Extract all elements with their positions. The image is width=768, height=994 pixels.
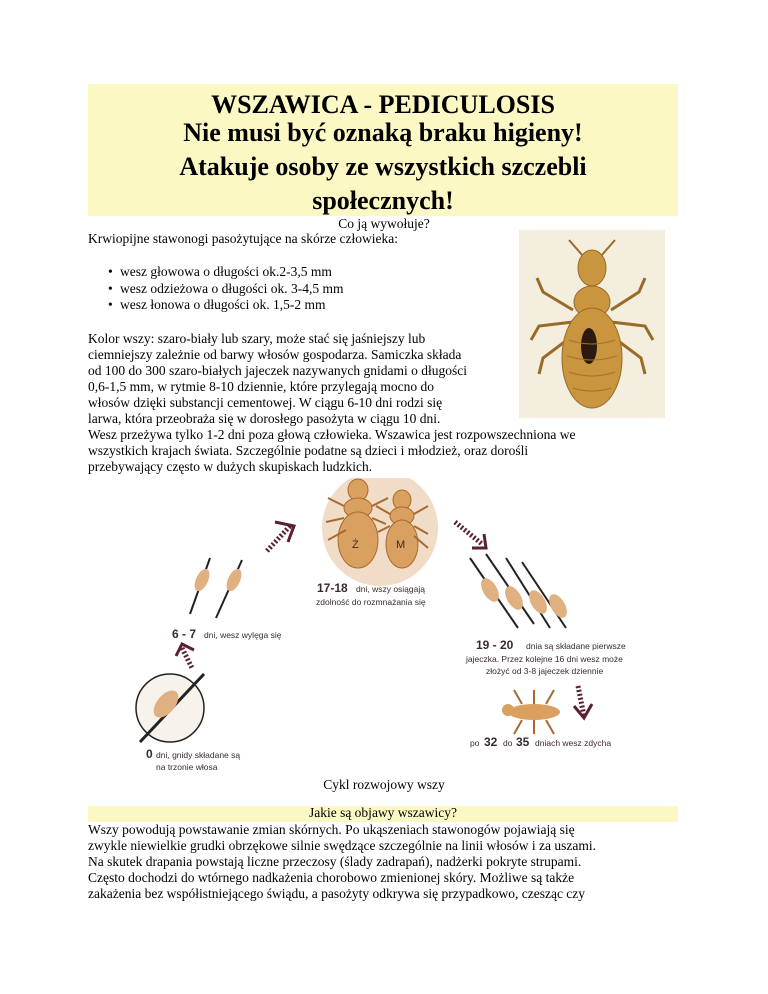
symptoms-line-1: Wszy powodują powstawanie zmian skórnych. Po ukąszeniach stawonogów pojawiają się bbox=[88, 822, 575, 837]
description-line-4: 0,6-1,5 mm, w rytmie 8-10 dziennie, które przylegają mocno do bbox=[88, 379, 435, 394]
stage-0-number: 0 bbox=[146, 747, 153, 761]
stage-32-num1: 32 bbox=[484, 735, 498, 749]
diagram-caption: Cykl rozwojowy wszy bbox=[323, 777, 445, 792]
description-line-6: larwa, która przeobraża się w dorosłego pasożyta w ciągu 10 dni. bbox=[88, 411, 441, 426]
description-line-8: wszystkich krajach świata. Szczególnie podatne są dzieci i młodzież, oraz dorośli bbox=[88, 443, 529, 458]
description-line-5: włosów dzięki substancji cementowej. W ciągu 6-10 dni rodzi się bbox=[88, 395, 443, 410]
description-line-9: przebywający często w dużych skupiskach ludzkich. bbox=[88, 459, 373, 474]
stage-6-number: 6 - 7 bbox=[172, 627, 197, 641]
list-item: • wesz łonowa o długości ok. 1,5-2 mm bbox=[88, 297, 343, 314]
description-line-3: od 100 do 300 szaro-białych jajeczek nazywanych gnidami o długości bbox=[88, 363, 468, 378]
subtitle-line-1: Nie musi być oznaką braku higieny! bbox=[183, 118, 583, 147]
description-line-1: Kolor wszy: szaro-biały lub szary, może stać się jaśniejszy lub bbox=[88, 331, 426, 346]
stage-0-text-1: dni, gnidy składane są bbox=[156, 750, 241, 760]
stage-17-text-1: dni, wszy osiągają bbox=[356, 584, 425, 594]
description-line-7: Wesz przeżywa tylko 1-2 dni poza głową człowieka. Wszawica jest rozpowszechniona we bbox=[88, 427, 576, 442]
section-heading-causes: Co ją wywołuje? bbox=[338, 216, 430, 231]
stage-19-number: 19 - 20 bbox=[476, 638, 514, 652]
stage-19-text-3: złożyć od 3-8 jajeczek dziennie bbox=[486, 666, 604, 676]
stage-17-number: 17-18 bbox=[317, 581, 348, 595]
hatching-nits-illustration bbox=[190, 558, 245, 618]
egg-laying-illustration bbox=[470, 554, 571, 628]
subtitle-line-3: społecznych! bbox=[312, 186, 454, 215]
female-label: Ż bbox=[352, 539, 359, 551]
nit-on-hair-illustration bbox=[136, 674, 204, 742]
main-title: WSZAWICA - PEDICULOSIS bbox=[211, 90, 555, 119]
head-louse-photo bbox=[519, 230, 665, 418]
list-item: • wesz głowowa o długości ok.2-3,5 mm bbox=[88, 264, 343, 281]
symptoms-line-3: Na skutek drapania powstają liczne przeczosy (ślady zadrapań), nadżerki pokryte strupami. bbox=[88, 854, 582, 869]
subtitle-line-2: Atakuje osoby ze wszystkich szczebli bbox=[179, 152, 587, 181]
dying-louse-illustration bbox=[502, 690, 560, 734]
stage-19-text-1: dnia są składane pierwsze bbox=[526, 641, 626, 651]
description-line-2: ciemniejszy zależnie od barwy włosów gospodarza. Samiczka składa bbox=[88, 347, 462, 362]
stage-32-num2: 35 bbox=[516, 735, 530, 749]
stage-6-text: dni, wesz wylęga się bbox=[204, 630, 282, 640]
louse-types-list bbox=[88, 264, 343, 314]
stage-32-text: dniach wesz zdycha bbox=[535, 738, 612, 748]
list-item: • wesz odzieżowa o długości ok. 3-4,5 mm bbox=[88, 281, 343, 298]
stage-0-text-2: na trzonie włosa bbox=[156, 762, 218, 772]
stage-32-pre: po bbox=[470, 738, 480, 748]
stage-19-text-2: jajeczka. Przez kolejne 16 dni wesz może bbox=[466, 654, 623, 664]
section-heading-symptoms: Jakie są objawy wszawicy? bbox=[308, 805, 458, 820]
adult-lice-illustration bbox=[322, 478, 438, 586]
symptoms-line-2: zwykle niewielkie grudki obrzękowe silnie swędzące szczególnie na linii włosów i za uszami. bbox=[88, 838, 596, 853]
symptoms-line-4: Często dochodzi do wtórnego nadkażenia chorobowo zmienionej skóry. Możliwe są także bbox=[88, 870, 575, 885]
symptoms-line-5: zakażenia bez współistniejącego świądu, a pasożyty odkrywa się przypadkowo, czesząc czy bbox=[88, 886, 586, 901]
lifecycle-diagram bbox=[130, 478, 630, 778]
male-label: M bbox=[396, 539, 406, 551]
causes-intro: Krwiopijne stawonogi pasożytujące na skórze człowieka: bbox=[88, 231, 399, 246]
stage-17-text-2: zdolność do rozmnażania się bbox=[316, 597, 426, 607]
stage-32-mid: do bbox=[503, 738, 513, 748]
